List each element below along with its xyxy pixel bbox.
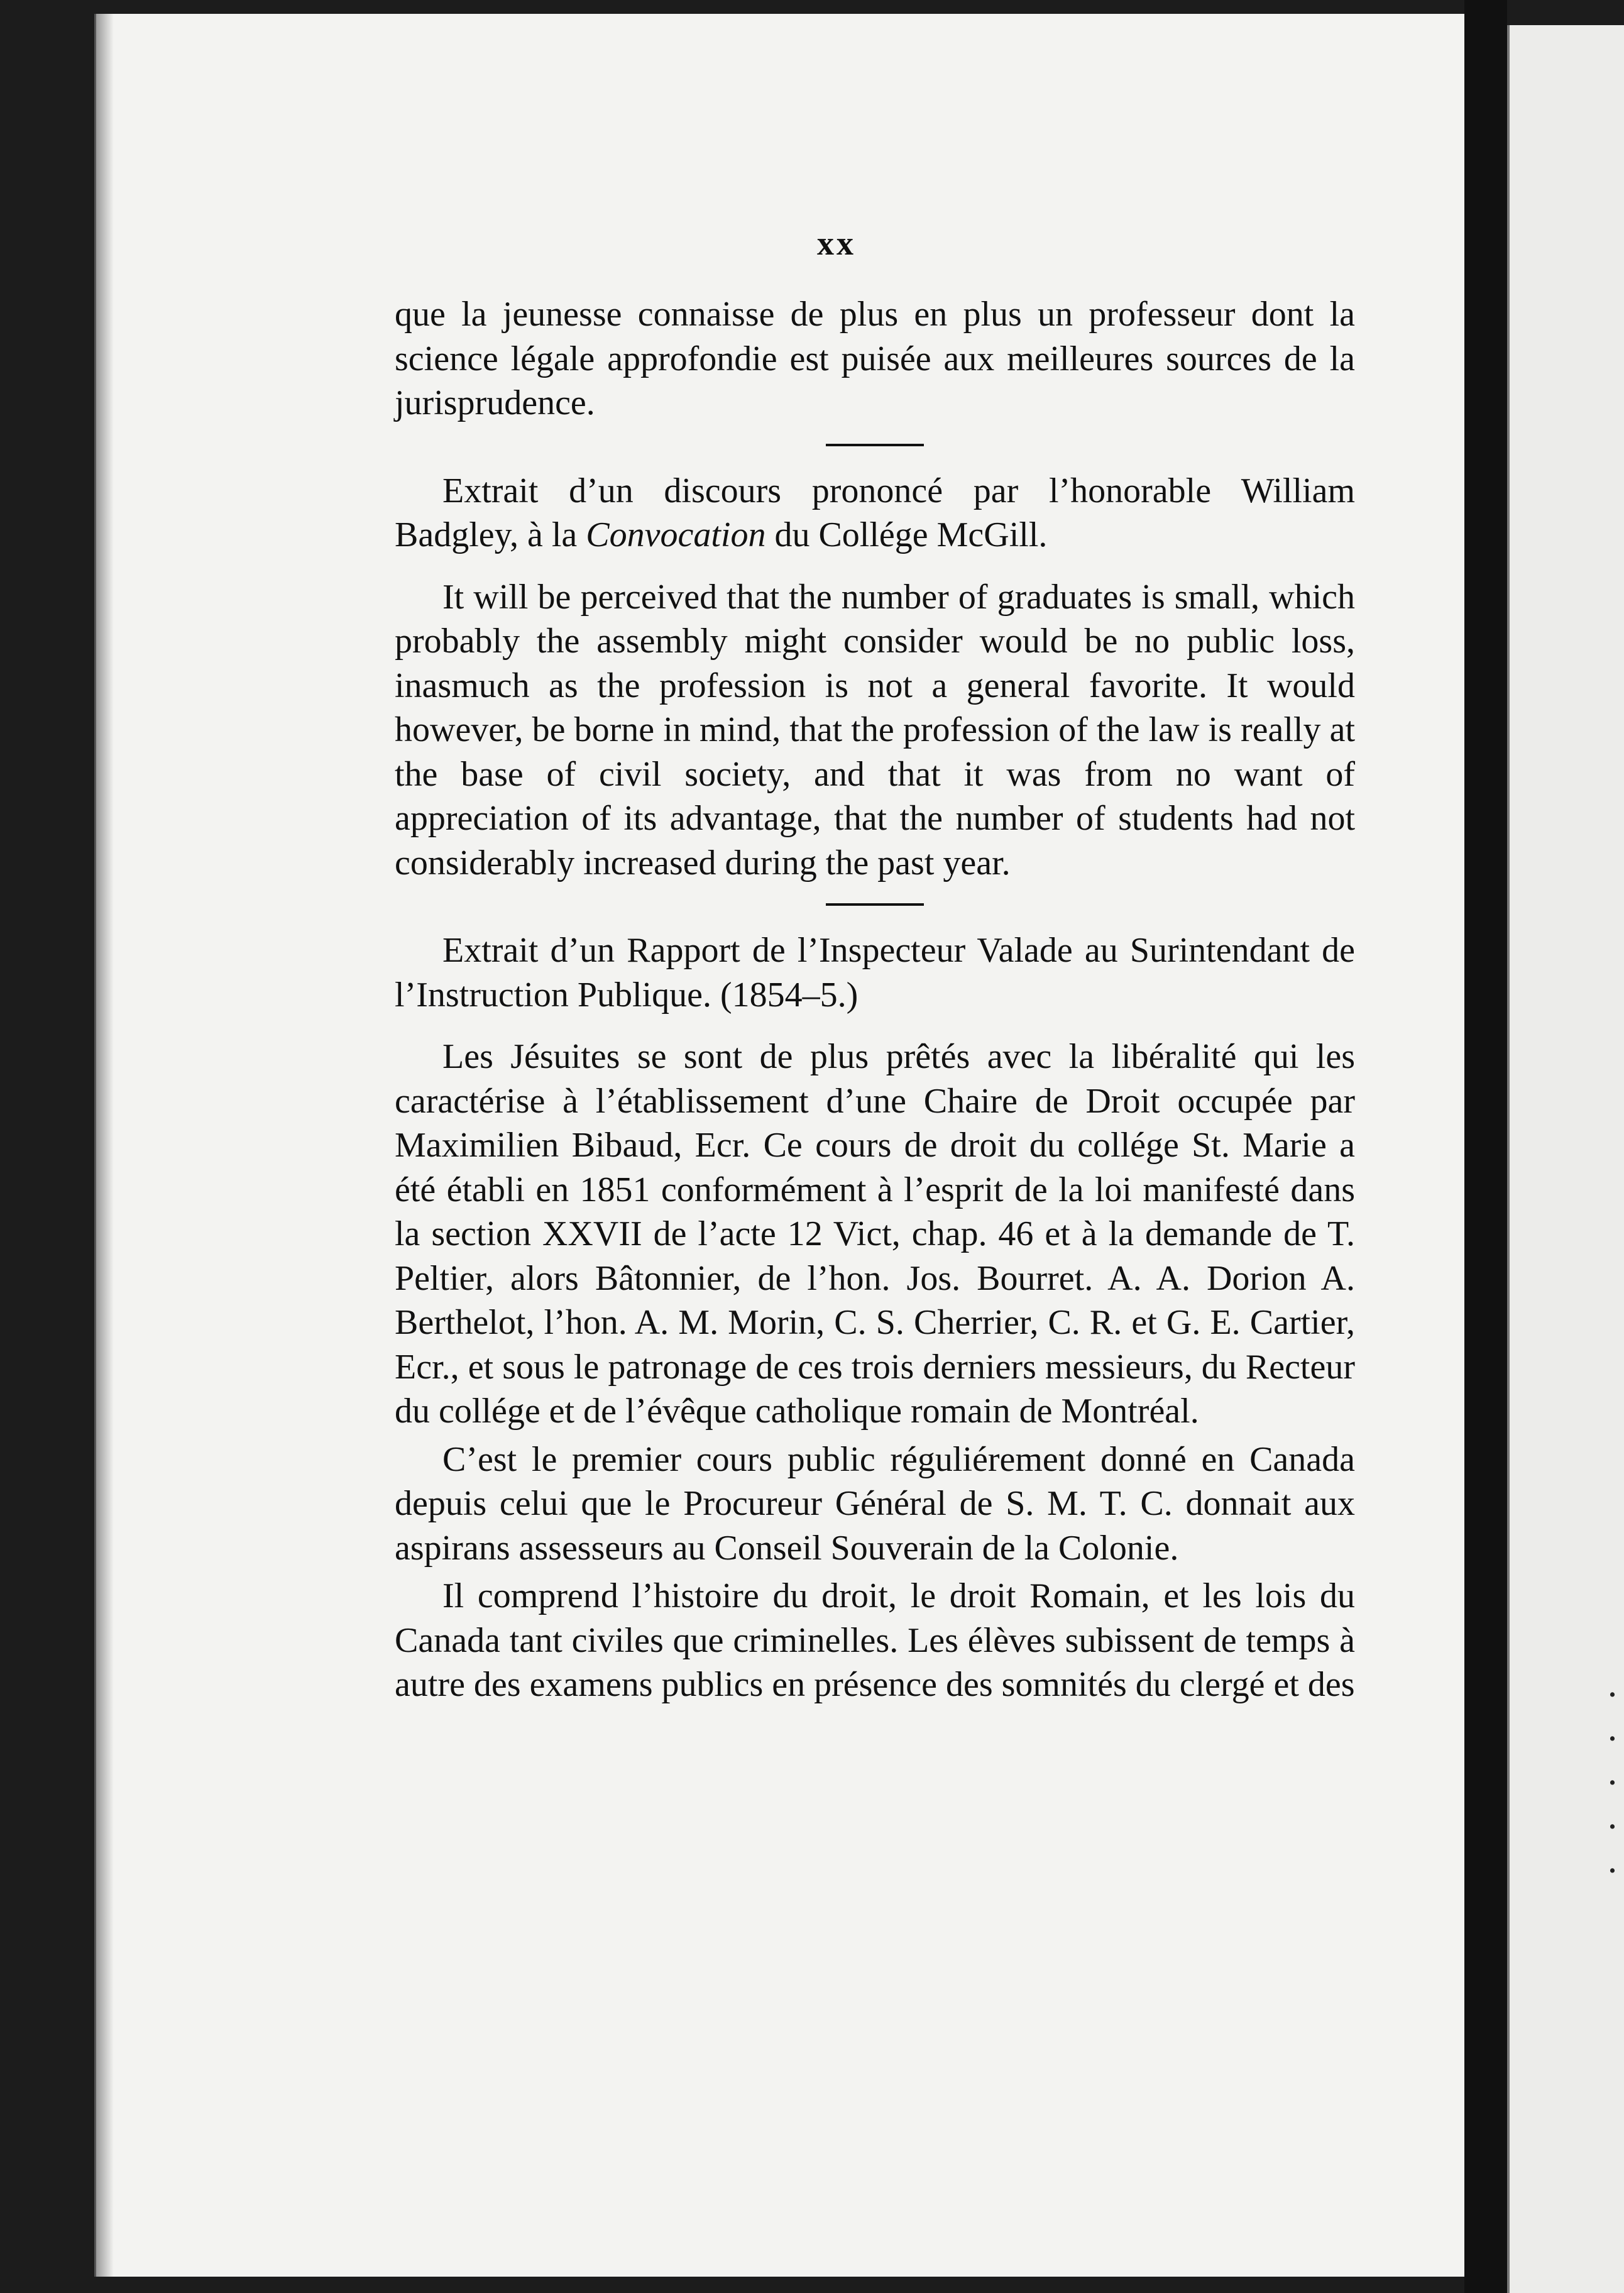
paragraph-premier-cours: C’est le premier cours public réguliérement donné en Canada depuis celui que le Procureur Général de S. M. T. C. donnait aux aspirans assesseurs au Conseil Souverain de la Colonie.	[395, 1439, 1355, 1568]
paragraph-1: que la jeunesse connaisse de plus en plus un professeur dont la science légale approfondie est puisée aux meilleures sources de la jurisprudence.	[395, 295, 1355, 422]
page-number: xx	[817, 224, 856, 262]
paragraph-badgley-quote: It will be perceived that the number of graduates is small, which probably the assembly might consider would be no public loss, inasmuch as the profession is not a general favorite. It would however, be borne in mind, that the profession of the law is really at the base of civil society, and that it was from no want of appreciation of its advantage, that the number of students had not considerably increased during the past year.	[395, 577, 1355, 883]
page-binding-shadow	[96, 14, 114, 2277]
page-body	[395, 292, 1355, 1707]
spacer	[395, 1017, 1355, 1035]
section-rule-1	[826, 444, 924, 446]
heading-badgley	[395, 469, 1355, 558]
facing-page-edge	[1507, 25, 1624, 2293]
spacer	[395, 558, 1355, 575]
book-gutter	[1464, 0, 1507, 2293]
heading-badgley-text: Extrait d’un discours prononcé par l’honorable William Badgley, à la	[395, 471, 1355, 554]
heading-badgley-convocation: Convocation	[586, 515, 766, 554]
section-rule-2	[826, 903, 924, 906]
paragraph-jesuites: Les Jésuites se sont de plus prêtés avec la libéralité qui les caractérise à l’établissement d’une Chaire de Droit occupée par Maximilien Bibaud, Ecr. Ce cours de droit du collége St. Marie a été établi en 1851 conformément à l’esprit de la loi manifesté dans la section XXVII de l’acte 12 Vict, chap. 46 et à la demande de T. Peltier, alors Bâtonnier, de l’hon. Jos. Bourret. A. A. Dorion A. Berthelot, l’hon. A. M. Morin, C. S. Cherrier, C. R. et G. E. Cartier, Ecr., et sous le patronage de ces trois derniers messieurs, du Recteur du collége et de l’évêque catholique romain de Montréal.	[395, 1037, 1355, 1431]
heading-badgley-college: du Collége McGill.	[765, 515, 1048, 554]
heading-valade: Extrait d’un Rapport de l’Inspecteur Valade au Surintendant de l’Instruction Publique. (1854–5.)	[395, 931, 1355, 1015]
paragraph-comprend: Il comprend l’histoire du droit, le droit Romain, et les lois du Canada tant civiles que criminelles. Les élèves subissent de temps à autre des examens publics en présence des somnités du clergé et des	[395, 1576, 1355, 1704]
facing-page-marks: . . . . .	[1609, 1672, 1616, 1879]
